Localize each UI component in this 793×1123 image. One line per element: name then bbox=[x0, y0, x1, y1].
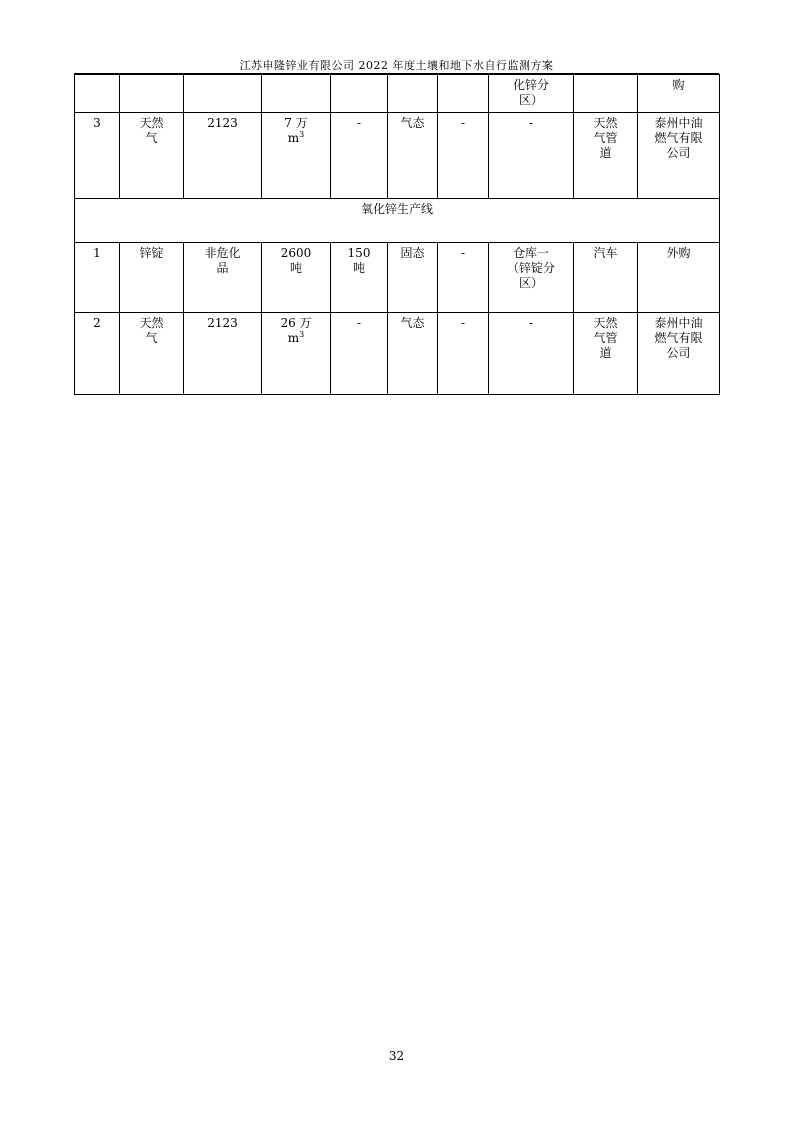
table-row bbox=[75, 113, 720, 199]
cell-pack: - bbox=[438, 313, 489, 395]
cell-max-store: - bbox=[331, 313, 388, 395]
cell-code: 非危化品 bbox=[184, 243, 262, 313]
cell-pack bbox=[438, 75, 489, 113]
section-row bbox=[75, 199, 720, 243]
cell-pack: - bbox=[438, 113, 489, 199]
cell-name: 天然气 bbox=[120, 313, 184, 395]
page-header: 江苏申隆锌业有限公司 2022 年度土壤和地下水自行监测方案 bbox=[239, 59, 554, 72]
cell-storage: 化锌分区） bbox=[489, 75, 574, 113]
section-title-cell bbox=[75, 199, 720, 243]
cell-code bbox=[184, 75, 262, 113]
cell-source: 泰州中油燃气有限公司 bbox=[638, 113, 720, 199]
section-title: 氧化锌生产线 bbox=[360, 202, 433, 216]
cell-name: 锌锭 bbox=[120, 243, 184, 313]
cell-storage: 仓库一（锌锭分区） bbox=[489, 243, 574, 313]
cell-amount: 2600 吨 bbox=[262, 243, 331, 313]
cell-state: 气态 bbox=[388, 313, 438, 395]
cell-pack: - bbox=[438, 243, 489, 313]
cell-no: 1 bbox=[75, 243, 120, 313]
cell-source: 泰州中油燃气有限公司 bbox=[638, 313, 720, 395]
cell-source: 购 bbox=[638, 75, 720, 113]
cell-state: 气态 bbox=[388, 113, 438, 199]
cell-transport bbox=[574, 75, 638, 113]
cell-no: 3 bbox=[75, 113, 120, 199]
cell-no: 2 bbox=[75, 313, 120, 395]
cell-state: 固态 bbox=[388, 243, 438, 313]
cell-max-store: 150 吨 bbox=[331, 243, 388, 313]
table-row bbox=[75, 313, 720, 395]
cell-state bbox=[388, 75, 438, 113]
materials-table bbox=[74, 74, 720, 395]
cell-amount bbox=[262, 75, 331, 113]
cell-source: 外购 bbox=[638, 243, 720, 313]
cell-code: 2123 bbox=[184, 313, 262, 395]
cell-transport: 天然气管道 bbox=[574, 313, 638, 395]
cell-storage: - bbox=[489, 313, 574, 395]
page-number: 32 bbox=[388, 1049, 405, 1063]
table-row bbox=[75, 243, 720, 313]
cell-amount: 7 万 $m^3$ bbox=[262, 113, 331, 199]
cell-storage: - bbox=[489, 113, 574, 199]
cell-name bbox=[120, 75, 184, 113]
cell-name: 天然气 bbox=[120, 113, 184, 199]
cell-amount: 26 万 $m^3$ bbox=[262, 313, 331, 395]
cell-no bbox=[75, 75, 120, 113]
cell-transport: 汽车 bbox=[574, 243, 638, 313]
cell-code: 2123 bbox=[184, 113, 262, 199]
cell-max-store bbox=[331, 75, 388, 113]
cell-max-store: - bbox=[331, 113, 388, 199]
table-row-continued bbox=[75, 75, 720, 113]
cell-transport: 天然气管道 bbox=[574, 113, 638, 199]
